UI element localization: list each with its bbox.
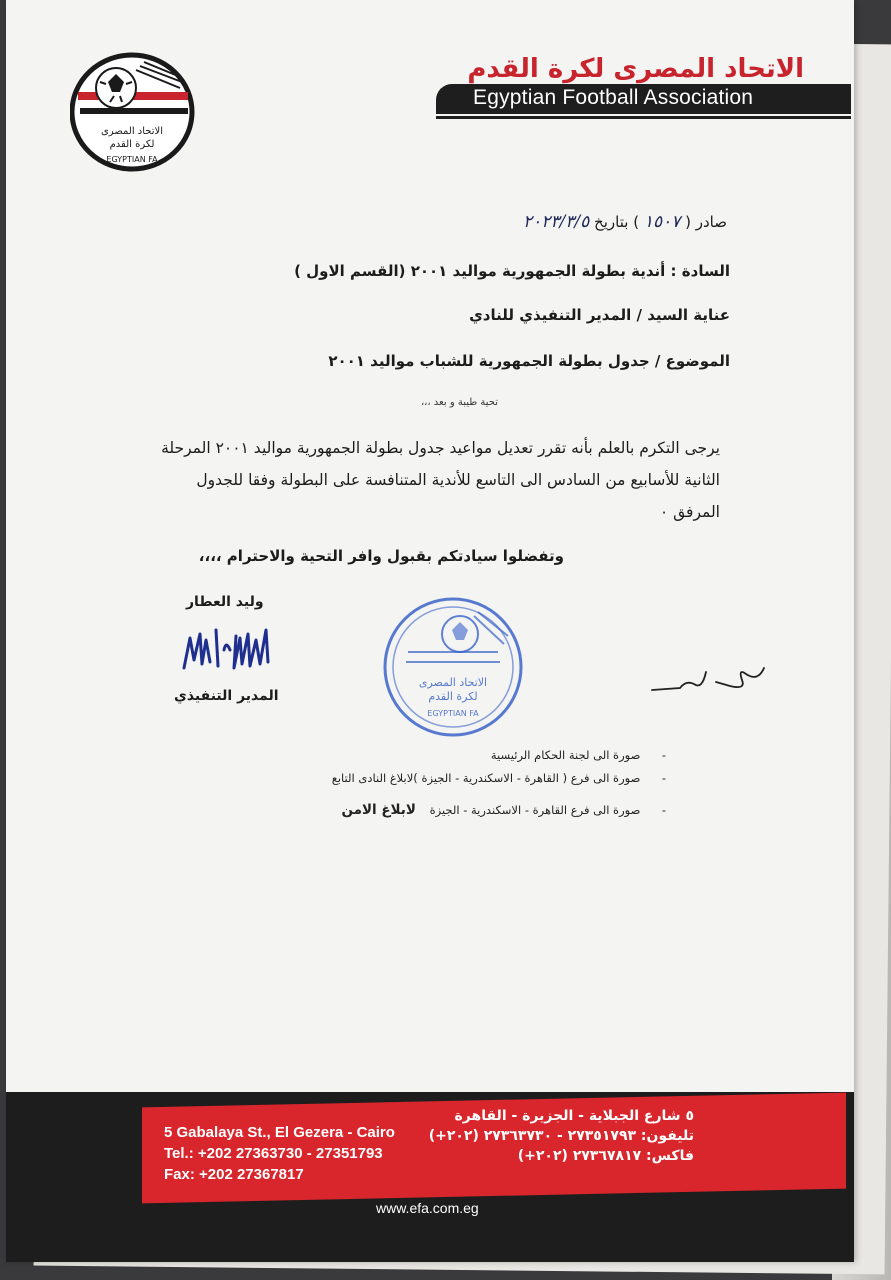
ref-prefix: صادر ( — [685, 213, 727, 231]
footer-fax-en: Fax: +202 27367817 — [164, 1166, 304, 1183]
copy-bullet: - — [661, 748, 667, 762]
svg-text:لكرة القدم: لكرة القدم — [109, 139, 155, 150]
closing: وتفضلوا سيادتكم بقبول وافر التحية والاحترام ،،،، — [198, 547, 564, 565]
footer-website: www.efa.com.eg — [376, 1200, 479, 1216]
signatory-name: وليد العطار — [186, 594, 264, 610]
header-arabic-title: الاتحاد المصرى لكرة القدم — [467, 54, 804, 84]
header-rule — [436, 116, 851, 119]
letter-body: يرجى التكرم بالعلم بأنه تقرر تعديل مواعيد جدول بطولة الجمهورية مواليد ٢٠٠١ المرحلة الثانية للأسابيع من السادس الى التاسع للأندية المتنافسة على البطولة وفقا للجدول المرفق ٠ — [161, 439, 720, 521]
ref-date: ٢٠٢٣/٣/٥ — [523, 212, 590, 232]
header-english-title: Egyptian Football Association — [473, 86, 754, 109]
letter-page — [6, 0, 854, 1262]
svg-text:لكرة القدم: لكرة القدم — [428, 690, 478, 703]
initials-signature-icon — [646, 660, 776, 700]
addressee: أندية بطولة الجمهورية مواليد ٢٠٠١ (القسم الاول ) — [294, 262, 666, 280]
svg-text:الاتحاد المصرى: الاتحاد المصرى — [100, 126, 164, 137]
copy-text: صورة الى فرع ( القاهرة - الاسكندرية - الجيزة )لابلاغ النادى التابع — [331, 771, 641, 785]
svg-text:الاتحاد المصرى: الاتحاد المصرى — [418, 676, 488, 689]
copy-line — [341, 802, 684, 818]
efa-logo-icon — [70, 52, 200, 172]
copy-text: صورة الى لجنة الحكام الرئيسية — [490, 748, 641, 762]
footer-fax-ar: فاكس: ٢٧٣٦٧٨١٧ (٢٠٢+) — [517, 1148, 694, 1164]
subject-line — [328, 352, 730, 370]
greeting: تحية طيبة و بعد ،،، — [420, 397, 498, 408]
footer-address-ar: ٥ شارع الجبلاية - الجزيرة - القاهرة — [454, 1108, 694, 1124]
reference-line — [523, 212, 727, 232]
copy-line — [491, 748, 684, 762]
attention: / المدير التنفيذي للنادي — [469, 306, 642, 324]
footer-address-en: 5 Gabalaya St., El Gezera - Cairo — [164, 1124, 395, 1141]
copy-line — [332, 771, 684, 785]
footer-arabic-contact — [429, 1106, 694, 1166]
copy-bullet: - — [661, 803, 667, 817]
addressee-line — [294, 262, 730, 280]
copy-emphasis: لابلاغ الامن — [341, 802, 416, 818]
ref-mid: ) بتاريخ — [594, 213, 640, 231]
footer-english-contact — [164, 1122, 395, 1185]
svg-text:EGYPTIAN FA: EGYPTIAN FA — [106, 155, 158, 164]
footer-tel-en: Tel.: +202 27363730 - 27351793 — [164, 1145, 383, 1162]
signature-icon — [176, 620, 286, 680]
ref-number: ١٥٠٧ — [643, 212, 681, 232]
copy-bullet: - — [661, 771, 667, 785]
signatory-title: المدير التنفيذي — [174, 688, 279, 704]
attention-line — [469, 306, 730, 324]
copy-text: صورة الى فرع القاهرة - الاسكندرية - الجيزة — [429, 803, 641, 817]
subject: جدول بطولة الجمهورية للشباب مواليد ٢٠٠١ — [328, 352, 650, 370]
addressee-label: السادة : — [670, 262, 730, 280]
footer-tel-ar: تليفون: ٢٧٣٥١٧٩٣ - ٢٧٣٦٣٧٣٠ (٢٠٢+) — [428, 1128, 694, 1144]
subject-label: الموضوع / — [654, 352, 730, 370]
attention-label: عناية السيد — [647, 306, 730, 324]
svg-text:EGYPTIAN FA: EGYPTIAN FA — [427, 709, 479, 718]
official-stamp-icon — [378, 592, 528, 742]
